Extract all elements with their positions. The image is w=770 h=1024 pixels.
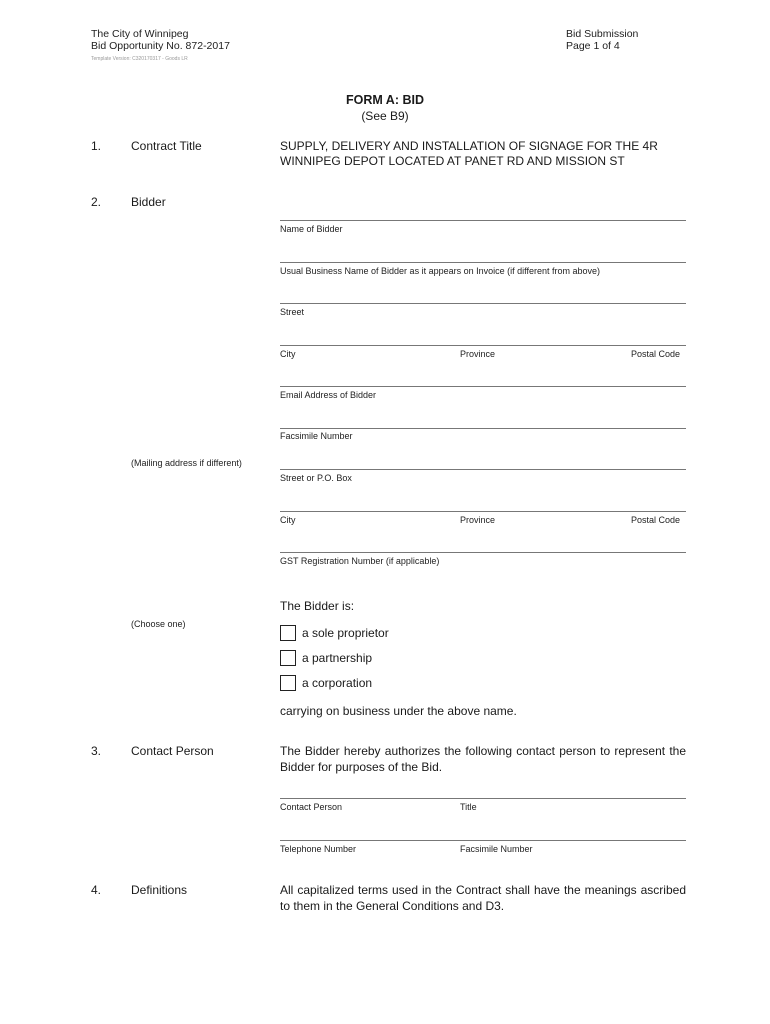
city-label: City xyxy=(280,349,296,359)
email-field[interactable] xyxy=(280,386,686,387)
usual-business-name-field[interactable] xyxy=(280,262,686,263)
section-2-label: Bidder xyxy=(131,195,166,209)
email-label: Email Address of Bidder xyxy=(280,390,377,400)
section-1-label: Contract Title xyxy=(131,139,202,153)
gst-field[interactable] xyxy=(280,552,686,553)
header-city: The City of Winnipeg xyxy=(91,28,189,40)
section-4-label: Definitions xyxy=(131,883,188,897)
mailing-address-note: (Mailing address if different) xyxy=(131,458,242,468)
mailing-city-province-postal-field[interactable] xyxy=(280,511,686,512)
street-field[interactable] xyxy=(280,303,686,304)
telephone-label: Telephone Number xyxy=(280,844,357,854)
contact-person-paragraph: The Bidder hereby authorizes the following contact person to represent the Bidder for purposes of the Bid. xyxy=(280,744,686,774)
section-4-number: 4. xyxy=(91,883,102,897)
postal-code-label: Postal Code xyxy=(631,349,681,359)
partnership-checkbox[interactable] xyxy=(280,650,296,666)
contract-title-line-1: SUPPLY, DELIVERY AND INSTALLATION OF SIGNAGE FOR THE 4R xyxy=(280,139,658,153)
contact-person-title-field[interactable] xyxy=(280,798,686,799)
mailing-province-label: Province xyxy=(460,515,496,525)
telephone-fax-field[interactable] xyxy=(280,840,686,841)
header-bid-submission: Bid Submission xyxy=(566,28,639,40)
city-province-postal-field[interactable] xyxy=(280,345,686,346)
section-3-label: Contact Person xyxy=(131,744,214,758)
street-po-label: Street or P.O. Box xyxy=(280,473,352,483)
name-of-bidder-field[interactable] xyxy=(280,220,686,221)
mailing-city-label: City xyxy=(280,515,296,525)
definitions-paragraph: All capitalized terms used in the Contract shall have the meanings ascribed to them in the General Conditions and D3. xyxy=(280,883,686,913)
street-label: Street xyxy=(280,307,305,317)
contact-person-label: Contact Person xyxy=(280,802,343,812)
gst-label: GST Registration Number (if applicable) xyxy=(280,556,440,566)
sole-proprietor-checkbox[interactable] xyxy=(280,625,296,641)
fax-label: Facsimile Number xyxy=(280,431,353,441)
header-template-version: Template Version: C320170317 - Goods LR xyxy=(91,56,188,62)
contact-fax-label: Facsimile Number xyxy=(460,844,533,854)
corporation-label: a corporation xyxy=(302,676,373,690)
province-label: Province xyxy=(460,349,496,359)
header-bid-opportunity: Bid Opportunity No. 872-2017 xyxy=(91,40,230,52)
corporation-checkbox[interactable] xyxy=(280,675,296,691)
choose-one-note: (Choose one) xyxy=(131,619,186,629)
header-page-number: Page 1 of 4 xyxy=(566,40,620,52)
section-2-number: 2. xyxy=(91,195,102,209)
section-3-number: 3. xyxy=(91,744,102,758)
contract-title-line-2: WINNIPEG DEPOT LOCATED AT PANET RD AND MISSION ST xyxy=(280,154,625,168)
section-1-number: 1. xyxy=(91,139,102,153)
fax-field[interactable] xyxy=(280,428,686,429)
title-label: Title xyxy=(460,802,477,812)
name-of-bidder-label: Name of Bidder xyxy=(280,224,343,234)
form-title: FORM A: BID xyxy=(346,93,424,107)
mailing-postal-code-label: Postal Code xyxy=(631,515,681,525)
partnership-label: a partnership xyxy=(302,651,373,665)
carrying-on-business-text: carrying on business under the above name. xyxy=(280,704,517,718)
bidder-is-heading: The Bidder is: xyxy=(280,599,355,613)
usual-business-name-label: Usual Business Name of Bidder as it appears on Invoice (if different from above) xyxy=(280,266,600,276)
form-subtitle: (See B9) xyxy=(361,109,409,123)
sole-proprietor-label: a sole proprietor xyxy=(302,626,389,640)
street-po-field[interactable] xyxy=(280,469,686,470)
